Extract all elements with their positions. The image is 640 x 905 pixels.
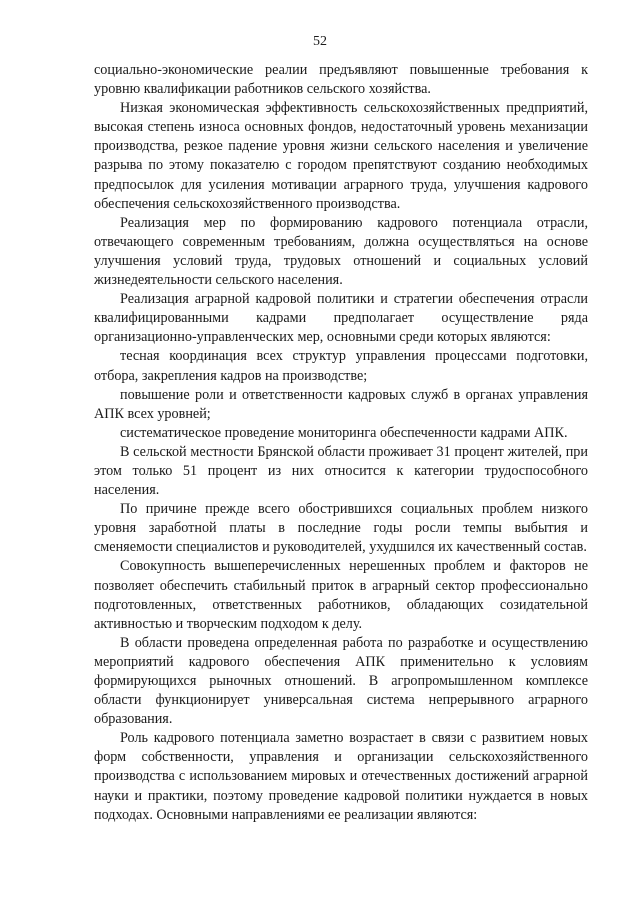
paragraph-10: Совокупность вышеперечисленных нерешенных проблем и факторов не позволяет обеспечить стабильный приток в аграрный сектор профессионально подготовленных, ответственных работников, обладающих созидательной активностью и творческим подходом к делу. xyxy=(94,558,588,632)
paragraph-2: Низкая экономическая эффективность сельскохозяйственных предприятий, высокая степень износа основных фондов, недостаточный уровень механизации производства, резкое падение уровня жизни сельского населения и увеличение разрыва по этому показателю с городом препятствуют созданию необходимых предпосылок для усиления мотивации аграрного труда, улучшения кадрового обеспечения сельскохозяйственного производства. xyxy=(94,100,588,212)
text-body xyxy=(94,61,588,825)
paragraph-11: В области проведена определенная работа по разработке и осуществлению мероприятий кадрового обеспечения АПК применительно к условиям формирующихся рыночных отношений. В агропромышленном комплексе области функционирует универсальная система непрерывного аграрного образования. xyxy=(94,634,588,728)
paragraph-5: тесная координация всех структур управления процессами подготовки, отбора, закрепления кадров на производстве; xyxy=(94,348,588,384)
page-number: 52 xyxy=(313,34,327,49)
paragraph-4: Реализация аграрной кадровой политики и стратегии обеспечения отрасли квалифицированными кадрами предполагает осуществление ряда организационно-управленческих мер, основными среди которых являются: xyxy=(94,291,588,346)
paragraph-9: По причине прежде всего обострившихся социальных проблем низкого уровня заработной платы в последние годы росли темпы выбытия и сменяемости специалистов и руководителей, ухудшился их качественный состав. xyxy=(94,501,588,556)
paragraph-8: В сельской местности Брянской области проживает 31 процент жителей, при этом только 51 процент из них относится к категории трудоспособного населения. xyxy=(94,443,588,499)
paragraph-6: повышение роли и ответственности кадровых служб в органах управления АПК всех уровней; xyxy=(94,386,588,422)
paragraph-7: систематическое проведение мониторинга обеспеченности кадрами АПК. xyxy=(120,424,568,441)
paragraph-1: социально-экономические реалии предъявляют повышенные требования к уровню квалификации работников сельского хозяйства. xyxy=(94,62,588,98)
paragraph-12: Роль кадрового потенциала заметно возрастает в связи с развитием новых форм собственности, управления и организации сельскохозяйственного производства с использованием мировых и отечественных достижений аграрной науки и практики, поэтому проведение кадровой политики нуждается в новых подходах. Основными направлениями ее реализации являются: xyxy=(94,730,588,823)
paragraph-3: Реализация мер по формированию кадрового потенциала отрасли, отвечающего современным требованиям, должна осуществляться на основе улучшения условий труда, трудовых отношений и социальных условий жизнедеятельности сельского населения. xyxy=(94,214,588,289)
